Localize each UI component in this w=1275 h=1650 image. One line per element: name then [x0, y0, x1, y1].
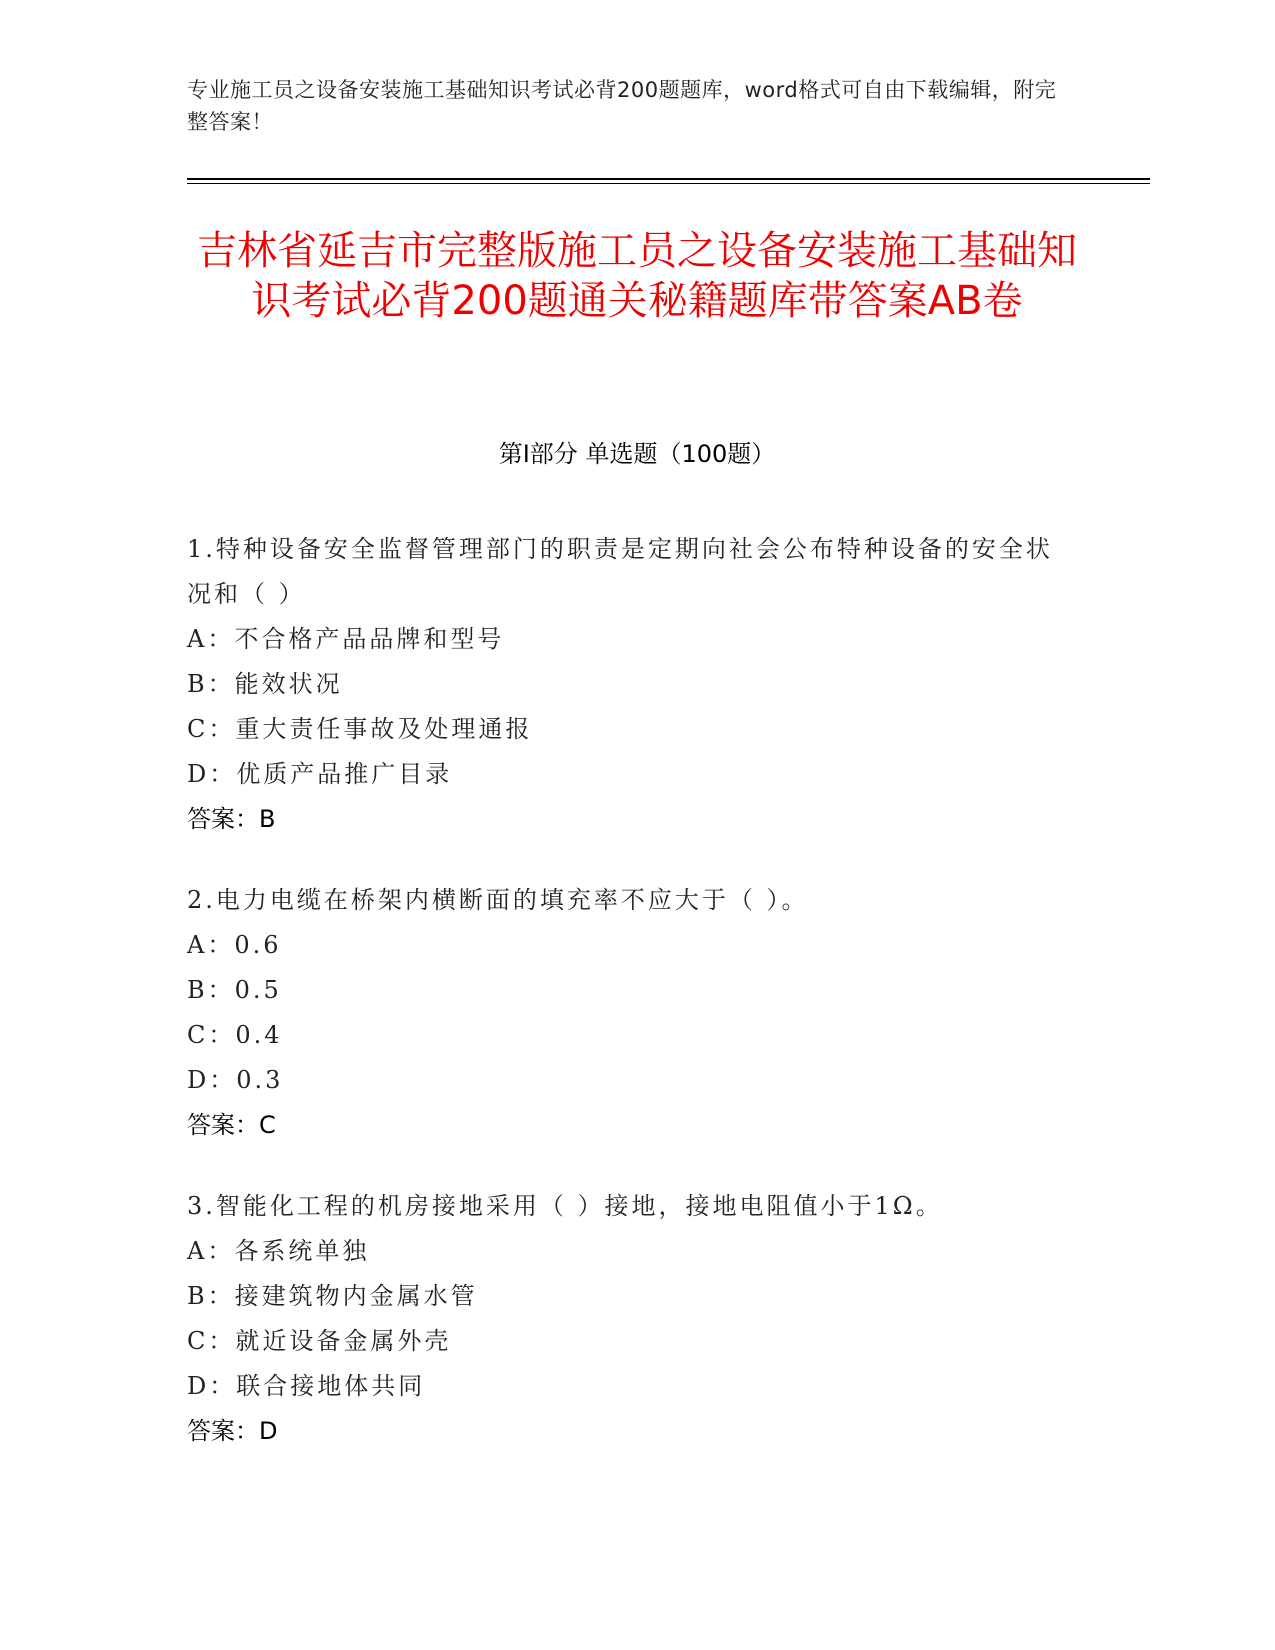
option-c: C：重大责任事故及处理通报 — [187, 715, 533, 743]
option-a: A：0.6 — [187, 931, 282, 959]
option-b: B：0.5 — [187, 976, 282, 1004]
header-rule-thin — [187, 183, 1150, 184]
section-title: 第I部分 单选题（100题） — [498, 440, 776, 468]
answer: 答案：C — [187, 1111, 276, 1139]
question-stem: 3.智能化工程的机房接地采用（ ）接地，接地电阻值小于1Ω。 — [187, 1192, 943, 1220]
option-b: B：能效状况 — [187, 670, 343, 698]
answer: 答案：D — [187, 1417, 278, 1445]
document-title: 吉林省延吉市完整版施工员之设备安装施工基础知识考试必背200题通关秘籍题库带答案AB卷 — [197, 228, 1077, 324]
option-a: A：各系统单独 — [187, 1237, 370, 1265]
question-2 — [187, 878, 1067, 1148]
option-c: C：0.4 — [187, 1021, 283, 1049]
option-a: A：不合格产品品牌和型号 — [187, 625, 505, 653]
question-stem: 2.电力电缆在桥架内横断面的填充率不应大于（ ）。 — [187, 886, 809, 914]
header-rule-thick — [187, 178, 1150, 180]
question-stem: 1.特种设备安全监督管理部门的职责是定期向社会公布特种设备的安全状况和（ ） — [187, 535, 1053, 608]
question-list — [187, 527, 1067, 1490]
option-d: D：优质产品推广目录 — [187, 760, 453, 788]
option-d: D：联合接地体共同 — [187, 1372, 426, 1400]
option-c: C：就近设备金属外壳 — [187, 1327, 452, 1355]
question-3 — [187, 1184, 1067, 1454]
header-note: 专业施工员之设备安装施工基础知识考试必背200题题库，word格式可自由下载编辑，附完整答案！ — [187, 78, 1057, 134]
option-d: D：0.3 — [187, 1066, 284, 1094]
question-1 — [187, 527, 1067, 842]
option-b: B：接建筑物内金属水管 — [187, 1282, 478, 1310]
answer: 答案：B — [187, 805, 276, 833]
